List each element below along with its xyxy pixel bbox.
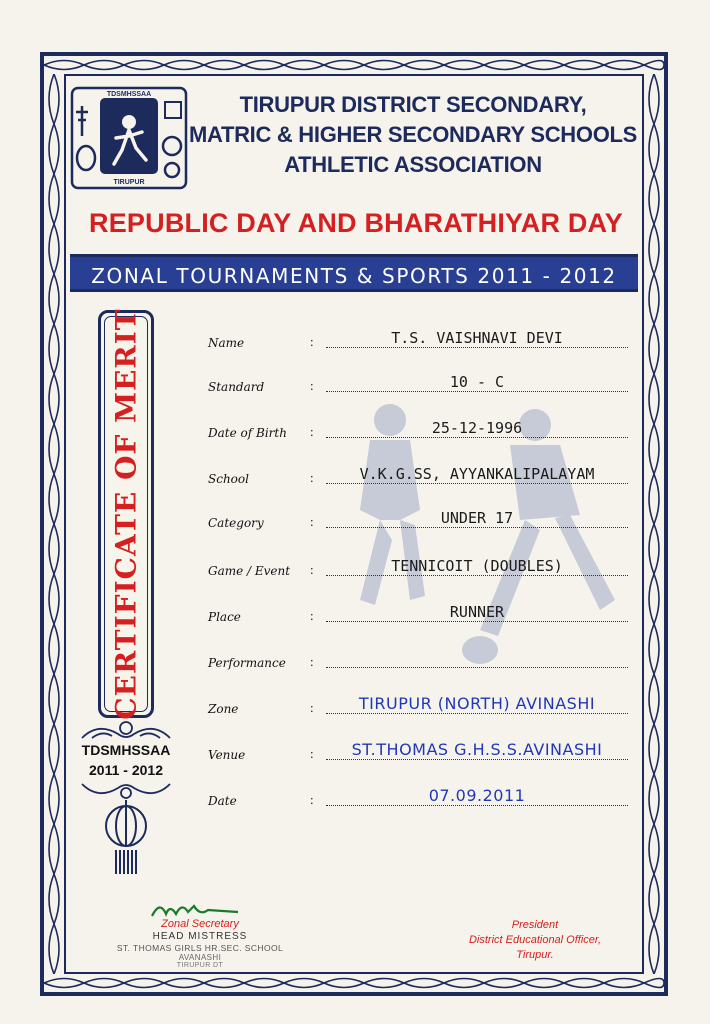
field-value: T.S. VAISHNAVI DEVI — [391, 329, 563, 347]
field-colon: : — [310, 746, 314, 761]
field-colon: : — [310, 562, 314, 577]
field-row — [208, 322, 628, 356]
event-title: REPUBLIC DAY AND BHARATHIYAR DAY — [89, 208, 623, 238]
deo-city-label: Tirupur. — [516, 949, 554, 961]
field-row — [208, 688, 628, 722]
stamp-town: AVANASHI — [178, 953, 222, 962]
field-colon: : — [310, 514, 314, 529]
field-colon: : — [310, 792, 314, 807]
field-value: 25-12-1996 — [431, 419, 523, 437]
field-dotted-line — [326, 347, 628, 348]
stamp-district: TIRUPUR DT — [176, 962, 224, 969]
zonal-secretary-label: Zonal Secretary — [161, 918, 239, 930]
org-line-3: ATHLETIC ASSOCIATION — [284, 152, 542, 177]
head-mistress-stamp: HEAD MISTRESS — [152, 931, 248, 942]
field-row — [208, 502, 628, 536]
scroll-ornament-bottom-icon — [78, 780, 174, 802]
field-row — [208, 642, 628, 676]
field-value: 10 - C — [449, 373, 505, 391]
association-year: 2011 - 2012 — [89, 762, 163, 778]
field-colon: : — [310, 608, 314, 623]
field-label: Date — [208, 794, 237, 808]
field-value: UNDER 17 — [440, 509, 514, 527]
field-row — [208, 734, 628, 768]
field-row — [208, 366, 628, 400]
field-colon: : — [310, 700, 314, 715]
field-dotted-line — [326, 667, 628, 668]
field-value: V.K.G.SS, AYYANKALIPALAYAM — [359, 465, 595, 483]
field-label: Standard — [208, 380, 265, 394]
field-value: TIRUPUR (NORTH) AVINASHI — [358, 694, 596, 713]
field-colon: : — [310, 654, 314, 669]
field-colon: : — [310, 334, 314, 349]
bottom-ornament-band — [44, 974, 664, 992]
top-ornament-band — [44, 56, 664, 74]
field-label: Venue — [208, 748, 246, 762]
certificate-title: CERTIFICATE OF MERIT — [109, 308, 143, 720]
field-dotted-line — [326, 437, 628, 438]
field-colon: : — [310, 424, 314, 439]
field-row — [208, 412, 628, 446]
org-line-1: TIRUPUR DISTRICT SECONDARY, — [239, 92, 587, 117]
field-dotted-line — [326, 527, 628, 528]
field-label: Date of Birth — [208, 426, 287, 440]
field-label: Performance — [208, 656, 286, 670]
field-label: Game / Event — [208, 564, 291, 578]
field-row — [208, 550, 628, 584]
field-label: Name — [208, 336, 245, 350]
zonal-secretary-signature-block — [112, 918, 288, 969]
lantern-emblem-icon — [96, 800, 156, 876]
field-dotted-line — [326, 759, 628, 760]
president-label: President — [511, 919, 559, 931]
field-label: Zone — [208, 702, 239, 716]
field-value: TENNICOIT (DOUBLES) — [391, 557, 563, 575]
org-line-2: MATRIC & HIGHER SECONDARY SCHOOLS — [188, 122, 638, 147]
deo-label: District Educational Officer, — [468, 934, 602, 946]
field-colon: : — [310, 470, 314, 485]
field-dotted-line — [326, 713, 628, 714]
association-logo-icon — [70, 86, 188, 190]
field-row — [208, 780, 628, 814]
event-subtitle-bar: ZONAL TOURNAMENTS & SPORTS 2011 - 2012 — [70, 254, 638, 292]
field-dotted-line — [326, 621, 628, 622]
school-stamp: ST. THOMAS GIRLS HR.SEC. SCHOOL — [116, 943, 284, 953]
association-acronym: TDSMHSSAA — [81, 742, 171, 758]
field-dotted-line — [326, 805, 628, 806]
organization-name — [188, 90, 638, 180]
scroll-ornament-top-icon — [78, 718, 174, 742]
field-value: RUNNER — [449, 603, 505, 621]
field-value: ST.THOMAS G.H.S.S.AVINASHI — [351, 740, 603, 759]
right-ornament-band — [644, 74, 664, 974]
svg-text:TDSMHSSAA: TDSMHSSAA — [106, 91, 152, 98]
field-label: School — [208, 472, 249, 486]
field-dotted-line — [326, 483, 628, 484]
field-dotted-line — [326, 391, 628, 392]
field-label: Category — [208, 516, 264, 530]
left-ornament-band — [44, 74, 64, 974]
field-row — [208, 596, 628, 630]
president-signature-block — [440, 918, 630, 963]
svg-text:TIRUPUR: TIRUPUR — [113, 179, 145, 186]
field-value: 07.09.2011 — [428, 786, 526, 805]
field-dotted-line — [326, 575, 628, 576]
field-label: Place — [208, 610, 241, 624]
field-row — [208, 458, 628, 492]
field-colon: : — [310, 378, 314, 393]
